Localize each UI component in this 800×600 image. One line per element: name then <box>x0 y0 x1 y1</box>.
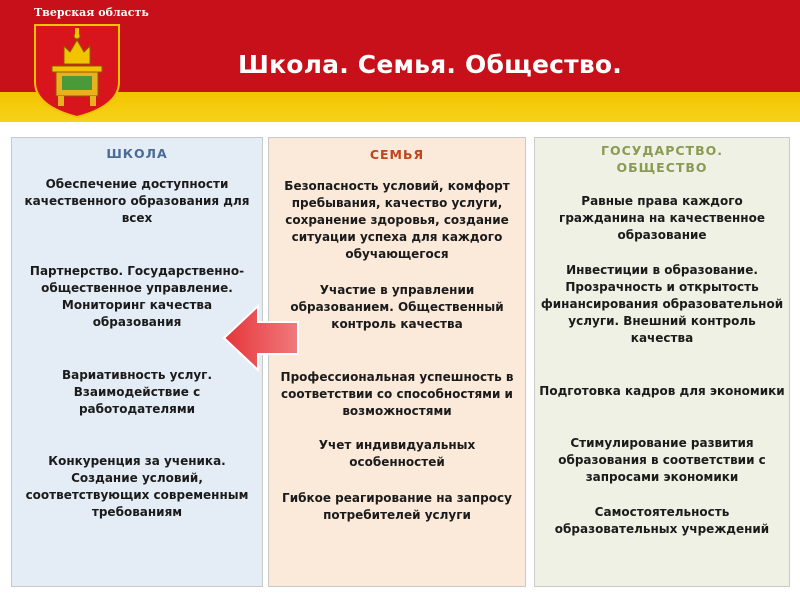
slide-title: Школа. Семья. Общество. <box>238 50 622 79</box>
school-item-competition: Конкуренция за ученика. Создание условий, соответствующих современным требованиям <box>25 454 249 519</box>
school-heading: ШКОЛА <box>106 146 168 161</box>
family-column <box>268 137 526 587</box>
state-item-investment: Инвестиции в образование. Прозрачность и открытость финансирования образовательной услуги. Внешний контроль качества <box>540 263 784 345</box>
header-banner <box>0 0 800 122</box>
coat-of-arms-icon <box>34 24 120 118</box>
arrow-left-icon <box>222 304 300 372</box>
family-item-individual: Учет индивидуальных особенностей <box>318 438 476 469</box>
region-label: Тверская область <box>34 6 149 19</box>
family-heading: СЕМЬЯ <box>369 147 425 162</box>
state-item-personnel: Подготовка кадров для экономики <box>539 384 785 398</box>
family-item-safety: Безопасность условий, комфорт пребывания, качество услуги, сохранение здоровья, создание ситуации успеха для каждого обучающегося <box>284 179 510 261</box>
family-item-success: Профессиональная успешность в соответствии со способностями и возможностями <box>280 370 514 418</box>
state-item-equal-rights: Равные права каждого гражданина на качественное образование <box>559 194 765 242</box>
school-item-variability: Вариативность услуг. Взаимодействие с работодателями <box>61 368 213 416</box>
state-heading: ГОСУДАРСТВО. ОБЩЕСТВО <box>601 143 723 175</box>
family-item-participation: Участие в управлении образованием. Общественный контроль качества <box>290 283 504 331</box>
school-item-partnership: Партнерство. Государственно-общественное управление. Мониторинг качества образования <box>29 264 245 329</box>
family-item-flexibility: Гибкое реагирование на запросу потребителей услуги <box>282 491 512 522</box>
state-column <box>534 137 790 587</box>
school-item-access: Обеспечение доступности качественного образования для всех <box>24 177 250 225</box>
state-item-autonomy: Самостоятельность образовательных учреждений <box>554 505 770 536</box>
state-item-stimulation: Стимулирование развития образования в соответствии с запросами экономики <box>558 436 766 484</box>
